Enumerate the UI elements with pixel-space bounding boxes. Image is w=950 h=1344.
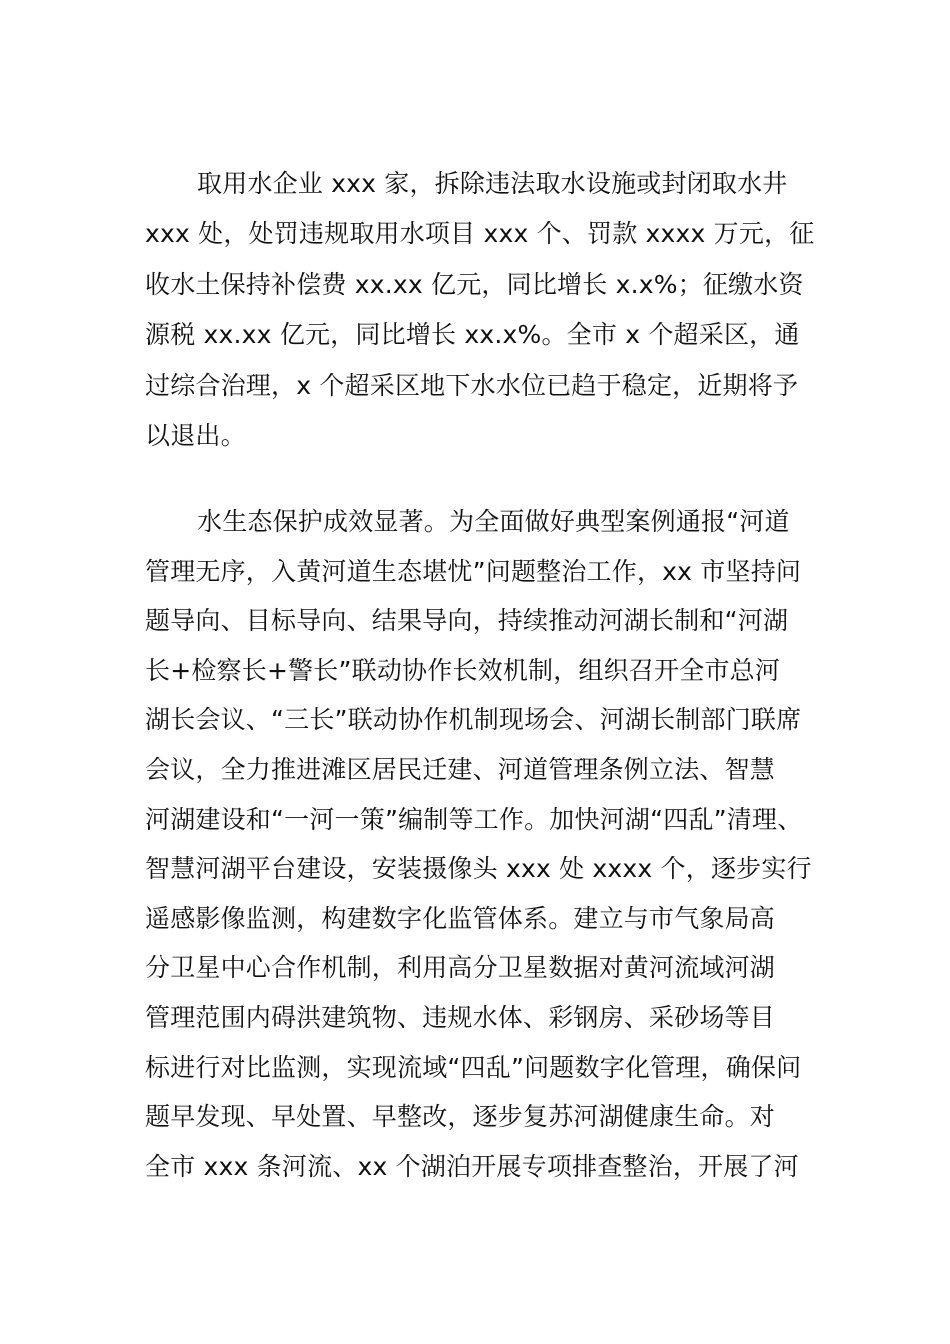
text-line: 会议，全力推进滩区居民迁建、河道管理条例立法、智慧 bbox=[145, 754, 776, 784]
paragraph-water-ecology-protection bbox=[145, 497, 815, 1191]
text-line: 管理范围内碍洪建筑物、违规水体、彩钢房、采砂场等目 bbox=[145, 1002, 776, 1032]
text-line: 以退出。 bbox=[145, 420, 246, 450]
text-line: 水生态保护成效显著。为全面做好典型案例通报“河道 bbox=[197, 507, 790, 536]
text-line: 题导向、目标导向、结果导向，持续推动河湖长制和“河湖 bbox=[145, 606, 789, 636]
text-line: xxx 处，处罚违规取用水项目 xxx 个、罚款 xxxx 万元，征 bbox=[145, 219, 815, 249]
text-line: 遥感影像监测，构建数字化监管体系。建立与市气象局高 bbox=[145, 903, 776, 933]
text-line: 长+检察长+警长”联动协作长效机制，组织召开全市总河 bbox=[145, 655, 781, 685]
text-line: 源税 xx.xx 亿元，同比增长 xx.x%。全市 x 个超采区，通 bbox=[145, 320, 800, 350]
paragraph-water-use-enforcement bbox=[145, 159, 815, 461]
text-line: 收水土保持补偿费 xx.xx 亿元，同比增长 x.x%；征缴水资 bbox=[145, 269, 804, 299]
text-line: 分卫星中心合作机制，利用高分卫星数据对黄河流域河湖 bbox=[145, 953, 776, 983]
text-line: 全市 xxx 条河流、xx 个湖泊开展专项排查整治，开展了河 bbox=[145, 1151, 799, 1181]
text-line: 河湖建设和“一河一策”编制等工作。加快河湖“四乱”清理、 bbox=[145, 804, 803, 834]
text-line: 管理无序，入黄河道生态堪忧”问题整治工作，xx 市坚持问 bbox=[145, 556, 802, 586]
text-line: 智慧河湖平台建设，安装摄像头 xxx 处 xxxx 个，逐步实行 bbox=[145, 854, 812, 884]
text-line: 取用水企业 xxx 家，拆除违法取水设施或封闭取水井 bbox=[197, 169, 788, 198]
text-line: 标进行对比监测，实现流域“四乱”问题数字化管理，确保问 bbox=[145, 1052, 802, 1082]
text-line: 过综合治理，x 个超采区地下水水位已趋于稳定，近期将予 bbox=[145, 370, 799, 400]
text-line: 湖长会议、“三长”联动协作机制现场会、河湖长制部门联席 bbox=[145, 705, 802, 735]
text-line: 题早发现、早处置、早整改，逐步复苏河湖健康生命。对 bbox=[145, 1102, 776, 1132]
